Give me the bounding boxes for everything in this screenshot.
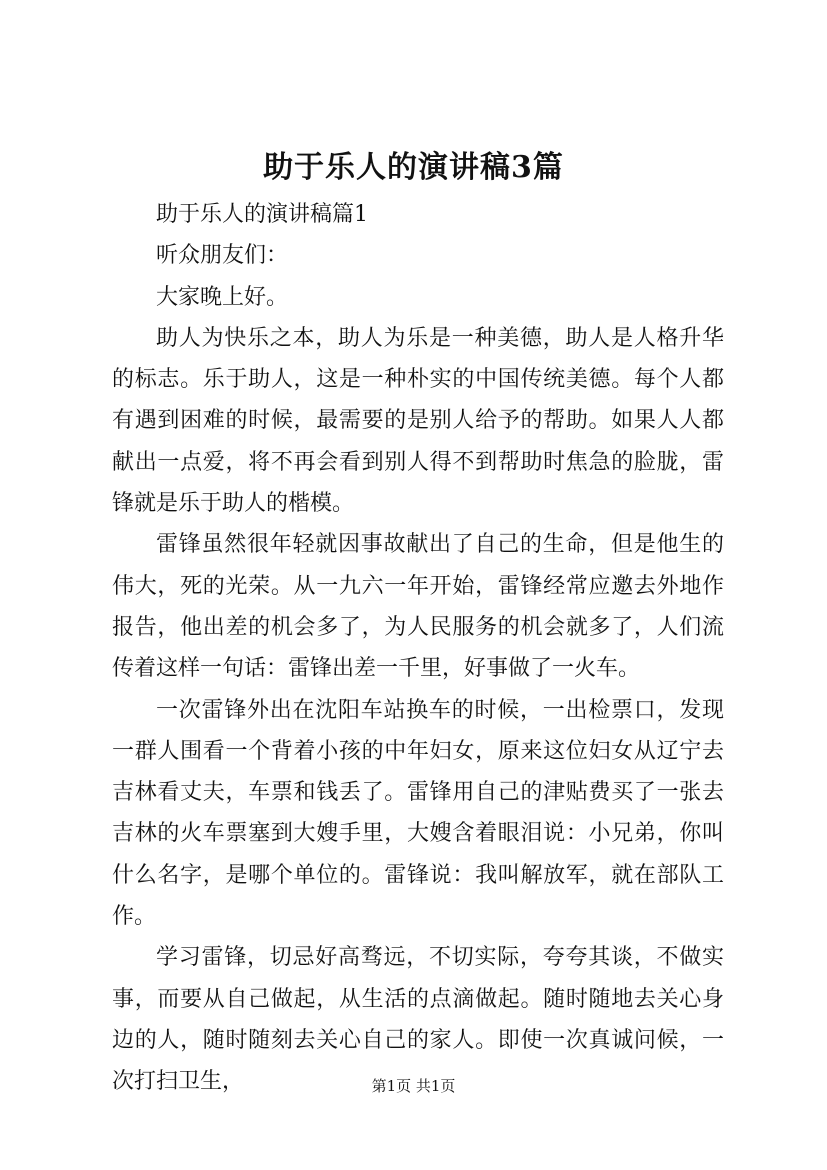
document-title: 助于乐人的演讲稿3篇 xyxy=(263,150,564,185)
paragraph-greeting: 大家晚上好。 xyxy=(156,284,289,310)
paragraph-3: 一次雷锋外出在沈阳车站换车的时候，一出检票口，发现一群人围看一个背着小孩的中年妇女，原来这位妇女从辽宁去吉林看丈夫，车票和钱丢了。雷锋用自己的津贴费买了一张去吉林的火车票塞到大嫂手里，大嫂含着眼泪说：小兄弟，你叫什么名字，是哪个单位的。雷锋说：我叫解放军，就在部队工作。 xyxy=(112,697,724,930)
paragraph-1: 助人为快乐之本，助人为乐是一种美德，助人是人格升华的标志。乐于助人，这是一种朴实的中国传统美德。每个人都有遇到困难的时候，最需要的是别人给予的帮助。如果人人都献出一点爱，将不再会看到别人得不到帮助时焦急的脸胧，雷锋就是乐于助人的楷模。 xyxy=(112,325,724,517)
document-body xyxy=(112,194,724,1103)
paragraph-4: 学习雷锋，切忌好高骛远，不切实际，夸夸其谈，不做实事，而要从自己做起，从生活的点滴做起。随时随地去关心身边的人，随时随刻去关心自己的家人。即使一次真诚问候，一次打扫卫生， xyxy=(112,945,724,1095)
page-footer: 第1页 共1页 xyxy=(371,1077,456,1095)
paragraph-subtitle: 助于乐人的演讲稿篇1 xyxy=(156,202,368,227)
paragraph-salutation: 听众朋友们： xyxy=(156,243,289,269)
paragraph-2: 雷锋虽然很年轻就因事故献出了自己的生命，但是他生的伟大，死的光荣。从一九六一年开始，雷锋经常应邀去外地作报告，他出差的机会多了，为人民服务的机会就多了，人们流传着这样一句话：雷锋出差一千里，好事做了一火车。 xyxy=(112,532,724,682)
